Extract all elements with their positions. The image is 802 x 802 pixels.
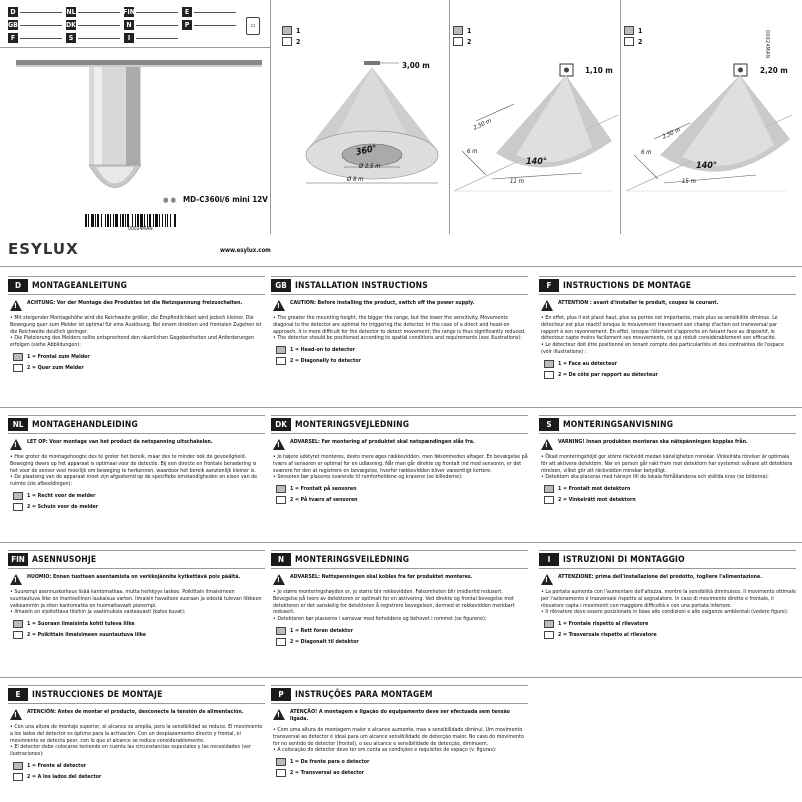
section-body	[8, 589, 265, 616]
legend-text: 1 = Recht voor de melder	[27, 492, 96, 499]
angle-label-mid: 140°	[526, 157, 547, 167]
section-nl	[8, 415, 265, 511]
warning-text: ADVARSEL: Nettspenningen skal kobles fra før produktet monteres.	[290, 574, 473, 580]
legend-swatch-2	[276, 769, 286, 777]
section-title: INSTRUCTIONS DE MONTAGE	[563, 280, 692, 291]
legend-swatch-1	[13, 492, 23, 500]
legend-swatch-2	[282, 37, 292, 46]
section-title: MONTAGEANLEITUNG	[32, 280, 128, 291]
warning-notice	[271, 574, 528, 585]
barcode-bar	[125, 214, 126, 227]
legend-item-1	[453, 26, 471, 35]
barcode-bar	[162, 214, 163, 227]
legend-text: 2 = Vinkelrätt mot detektorn	[558, 497, 636, 504]
legend-text: 1 = Frontale rispetto al rilevatore	[558, 621, 649, 628]
warning-text: HUOMIO: Ennen tuotteen asentamista on verkkojännite kytkettävä pois päältä.	[27, 574, 241, 580]
section-legend-2	[271, 357, 528, 365]
language-cell	[8, 20, 66, 30]
range-label-right: 15 m	[682, 178, 696, 185]
product-image	[8, 50, 270, 200]
section-fin	[8, 550, 265, 639]
section-d	[8, 276, 265, 372]
section-title: ISTRUZIONI DI MONTAGGIO	[563, 554, 685, 565]
section-paragraph: • El detector debe colocarse teniendo en cuenta las circunstancias especiales y las necesidades (ver ilustraciones):	[10, 744, 252, 758]
language-cell	[182, 33, 240, 43]
section-header	[8, 276, 265, 295]
section-language-code: D	[8, 279, 28, 292]
legend-label: 1	[638, 26, 643, 35]
warning-icon	[273, 574, 285, 585]
language-cell	[124, 20, 182, 30]
section-p	[271, 685, 528, 777]
barcode-bar	[85, 214, 87, 227]
barcode-bar	[97, 214, 99, 227]
legend-swatch-2	[544, 496, 554, 504]
angle-label-left: 360°	[355, 143, 378, 159]
legend-item-1	[282, 26, 300, 35]
legend-text: 1 = De frente para o detector	[290, 759, 370, 766]
distance-label-right: 2,20 m	[760, 66, 788, 75]
legend-swatch-2	[13, 503, 23, 511]
warning-text: LET OP: Voor montage van het product de netspanning uitschakelen.	[27, 439, 213, 445]
depth-label-right: 6 m	[641, 149, 652, 156]
section-title: MONTAGEHANDLEIDING	[32, 419, 138, 430]
language-code: NL	[66, 8, 76, 16]
language-code: S	[66, 33, 76, 43]
section-legend-1	[539, 485, 796, 493]
warning-icon	[10, 709, 22, 720]
section-legend-2	[8, 631, 265, 639]
section-body	[539, 315, 796, 356]
legend-text: 1 = Rett foran detektor	[290, 627, 353, 634]
section-legend-2	[8, 503, 265, 511]
warning-text: VARNING! Innan produkten monteras ska nätspänningen kopplas från.	[558, 439, 748, 445]
distance-label-left: 3,00 m	[402, 61, 430, 70]
warning-icon	[10, 439, 22, 450]
legend-text: 2 = Diagonalt til detektor	[290, 638, 359, 645]
legend-swatch-1	[13, 762, 23, 770]
barcode-bar	[88, 214, 89, 227]
warning-text: CAUTION: Before installing the product, switch off the power supply.	[290, 300, 475, 306]
language-cell	[124, 7, 182, 17]
legend-text: 1 = Frontal zum Melder	[27, 353, 90, 360]
section-header	[539, 415, 796, 434]
warning-icon	[273, 300, 285, 311]
section-paragraph: • Mit steigender Montagehöhe wird die Reichweite größer, die Empfindlichkeit wird jedoch kleiner. Die Bewegung quer zum Melder ist optimal für eine Auslösung. Bei einem direkten und frontalen Zugehen ist die Reichweite deutlich geringer.	[10, 315, 262, 335]
section-title: INSTRUÇÕES PARA MONTAGEM	[295, 689, 433, 700]
legend-text: 1 = Frontalt på sensoren	[290, 486, 357, 493]
section-divider	[0, 266, 802, 267]
section-language-code: P	[271, 688, 291, 701]
legend-label: 2	[296, 37, 301, 46]
section-legend-1	[8, 762, 265, 770]
language-code: E	[182, 7, 192, 17]
section-title: INSTALLATION INSTRUCTIONS	[295, 280, 428, 291]
warning-text: ADVARSEL: Før montering af produktet skal netspændingen slås fra.	[290, 439, 475, 445]
section-language-code: F	[539, 279, 559, 292]
language-cell	[66, 7, 124, 17]
barcode-bar	[165, 214, 166, 227]
legend-label: 2	[467, 37, 472, 46]
legend-swatch-1	[13, 620, 23, 628]
legend-text: 1 = Face au détecteur	[558, 360, 618, 367]
section-paragraph: • The greater the mounting height, the bigger the range, but the lower the sensitivity. Movements diagonal to the detector are optimal for triggering the detector. In the case of a direct and head-on approach, it is more difficult for the detector to detect movement; the range is thus significantly reduced.	[273, 315, 526, 335]
warning-notice	[539, 439, 796, 450]
barcode-bar	[105, 214, 106, 227]
language-row	[8, 33, 240, 43]
warning-text: ATENCIÓN: Antes de montar el producto, desconecte la tensión de alimentación.	[27, 709, 244, 715]
legend-text: 2 = Quer zum Melder	[27, 364, 84, 371]
language-code: I	[124, 33, 134, 43]
language-code: D	[8, 7, 18, 17]
warning-notice	[8, 439, 265, 450]
legend-text: 1 = Head-on to detector	[290, 347, 355, 354]
section-header	[271, 685, 528, 704]
warning-notice	[539, 300, 796, 311]
legend-text: 2 = Trasversale rispetto al rilevatore	[558, 632, 657, 639]
warning-icon	[10, 574, 22, 585]
legend-swatch-1	[544, 360, 554, 368]
legend-text: 1 = Frontalt mot detektorn	[558, 486, 631, 493]
section-legend-2	[8, 364, 265, 372]
section-legend-1	[271, 346, 528, 354]
outer-diameter-label: Ø 8 m	[347, 176, 364, 183]
legend-swatch-2	[13, 773, 23, 781]
section-dk	[271, 415, 528, 504]
legend-text: 2 = De côté par rapport au détecteur	[558, 371, 658, 378]
product-name: MD-C360i/6 mini 12V	[183, 195, 268, 204]
section-paragraph: • Detektoren bør plasseres i samsvar med forholdene og behovet i rommet (se figurene):	[273, 616, 487, 623]
section-body	[539, 589, 796, 616]
legend-text: 2 = På tværs af sensoren	[290, 497, 358, 504]
legend-swatch-2	[453, 37, 463, 46]
depth-label-mid: 6 m	[467, 148, 478, 155]
section-language-code: E	[8, 688, 28, 701]
section-paragraph: • Ilmaisin on sijoitettava tiloihin ja vaatimuksia vastaavasti (katso kuvat):	[10, 609, 186, 616]
language-cell	[66, 20, 124, 30]
legend-swatch-1	[453, 26, 463, 35]
legend-swatch-1	[13, 353, 23, 361]
section-header	[539, 276, 796, 295]
language-code: P	[182, 20, 192, 30]
diagram-wall-right	[624, 55, 794, 195]
legend-item-2	[282, 37, 300, 46]
section-body	[8, 315, 265, 349]
section-header	[8, 550, 265, 569]
section-language-code: GB	[271, 279, 291, 292]
language-underline	[194, 25, 236, 26]
section-paragraph: • De plaatsing van de apparaat moet zijn afgestemd op de specifieke omstandigheden en eisen van de ruimte (zie afbeeldingen):	[10, 474, 258, 488]
section-paragraph: • Jo større monteringshøyden er, jo større blir rekkevidden. Følsomheten blir imidlertid redusert. Bevegelse på tvers av detektoren er optimalt for en aktivering. Ved direkte og frontal bevegelse mot detektoren er det vanskelig for detektoren å registrere bevegelsen, dermed er rekkevidden merkbart redusert.	[273, 589, 515, 616]
section-legend-1	[8, 620, 265, 628]
warning-notice	[539, 574, 796, 585]
section-title: ASENNUSOHJE	[32, 554, 97, 565]
section-legend-2	[271, 496, 528, 504]
legend-text: 2 = A los lados del detector	[27, 773, 102, 780]
language-row	[8, 7, 240, 17]
warning-text: ATENÇÃO! A montagem e ligação do equipamento deve ser efectuada sem tensão ligada.	[290, 709, 510, 722]
warning-notice	[271, 439, 528, 450]
language-code: F	[8, 33, 18, 43]
section-title: MONTERINGSVEJLEDNING	[295, 419, 410, 430]
section-paragraph: • Il rilevatore deve essere posizionato in base alle condizioni e alle esigenze ambientali (vedere figure):	[541, 609, 789, 616]
section-f	[539, 276, 796, 379]
language-underline	[136, 38, 178, 39]
language-underline	[78, 25, 120, 26]
section-title: MONTERINGSANVISNING	[563, 419, 674, 430]
section-legend-2	[539, 496, 796, 504]
warning-icon	[541, 300, 553, 311]
brand-logo: ESYLUX	[8, 240, 79, 258]
section-e	[8, 685, 265, 781]
barcode-bar	[153, 214, 154, 227]
legend-swatch-2	[544, 371, 554, 379]
legend-text: 2 = Schuin voor de melder	[27, 503, 99, 510]
language-cell	[124, 33, 182, 43]
section-legend-2	[271, 638, 528, 646]
product-dots: ● ●	[163, 196, 176, 204]
legend-text: 2 = Poikittain ilmaisimeen suuntautuva liike	[27, 632, 147, 639]
section-legend-1	[8, 492, 265, 500]
language-underline	[136, 25, 178, 26]
language-cell	[8, 33, 66, 43]
barcode-bar	[170, 214, 171, 227]
section-paragraph: • Ökad monteringshöjd ger större räckvidd medan känsligheten minskar. Vinkelräta rörelser är optimala för att aktivera detektorn. När en person går rakt fram mot detektorn har systemet svårare att detektera rörelsen, vilket gör att räckvidden minskar betydligt.	[541, 454, 793, 474]
legend-swatch-2	[276, 638, 286, 646]
legend-swatch-1	[276, 627, 286, 635]
section-language-code: DK	[271, 418, 291, 431]
section-paragraph: • Hoe groter de montagehoogte des te groter het bereik, maar des te minder ook de gevoeligheid. Beweging dwars op het apparaat is optimaal voor de detectie. Bij een directe en frontale benadering is het voor de sensor veel moeilijk om beweging te herkennen, waardoor het bereik aanzienlijk kleiner is.	[10, 454, 257, 474]
warning-icon	[541, 439, 553, 450]
barcode-bar	[107, 214, 109, 227]
legend-swatch-1	[276, 485, 286, 493]
warning-icon	[541, 574, 553, 585]
barcode-bar	[120, 214, 121, 227]
warning-icon	[10, 300, 22, 311]
section-language-code: I	[539, 553, 559, 566]
legend-swatch-1	[544, 485, 554, 493]
section-header	[271, 550, 528, 569]
language-underline	[136, 12, 178, 13]
language-underline	[78, 38, 120, 39]
legend-item-2	[453, 37, 471, 46]
section-gb	[271, 276, 528, 365]
inner-diameter-label: Ø 2,5 m	[359, 163, 381, 170]
section-divider	[0, 542, 802, 543]
legend-swatch-1	[624, 26, 634, 35]
legend-swatch-2	[624, 37, 634, 46]
language-code: N	[124, 20, 134, 30]
barcode-bar	[155, 214, 158, 227]
section-divider	[0, 677, 802, 678]
section-language-code: FIN	[8, 553, 28, 566]
warning-icon	[273, 439, 285, 450]
section-body	[8, 454, 265, 488]
section-i	[539, 550, 796, 639]
section-legend-1	[539, 360, 796, 368]
warning-notice	[271, 709, 528, 723]
section-paragraph: • A colocação do detector deve ter em conta as condições e requisitos de espaço (v. figuras):	[273, 747, 497, 754]
brand-url: www.esylux.com	[220, 247, 271, 254]
barcode-bar	[91, 214, 94, 227]
section-body	[539, 454, 796, 481]
legend-label: 1	[296, 26, 301, 35]
barcode-bar	[159, 214, 160, 227]
legend-text: 1 = Suoraan ilmaisinta kohti tuleva liike	[27, 621, 135, 628]
legend-swatch-1	[544, 620, 554, 628]
section-n	[271, 550, 528, 646]
legend-swatch-2	[544, 631, 554, 639]
legend-item-2	[624, 37, 642, 46]
panel-small-icon: ▭	[246, 17, 260, 35]
language-cell	[182, 20, 240, 30]
legend-swatch-1	[282, 26, 292, 35]
section-paragraph: • Suurempi asennuskorkeus lisää kantomatkaa, mutta herkkyys laskee. Poikittain ilmaisimeen suuntautuva liike on ihanteellinen laukaisua varten. Ilmaisin havaitsee suoraan ja edestä tulevan liikkeen vaikeammin ja siten kantomatka on huomattavasti pienempi.	[10, 589, 262, 609]
warning-text: ACHTUNG: Vor der Montage des Produktes ist die Netzspannung freizuschalten.	[27, 300, 243, 306]
angle-label-right: 140°	[696, 161, 717, 171]
distance-label-mid: 1,10 m	[585, 66, 613, 75]
language-code: DK	[65, 21, 77, 29]
section-header	[8, 685, 265, 704]
language-cell	[182, 7, 240, 17]
language-underline	[194, 12, 236, 13]
warning-text: ATTENTION : avant d'installer le produit, coupez le courant.	[558, 300, 719, 306]
section-legend-2	[271, 769, 528, 777]
range-label-mid: 11 m	[510, 178, 524, 185]
width-label-right: 2,50 m	[661, 126, 682, 141]
section-legend-2	[539, 631, 796, 639]
language-underline	[20, 38, 62, 39]
section-paragraph: • The detector should be positioned according to spatial conditions and requirements (see illustrations):	[273, 335, 522, 342]
language-underline	[20, 12, 62, 13]
legend-text: 2 = Transversal ao detector	[290, 770, 365, 777]
legend-swatch-2	[276, 496, 286, 504]
legend-text: 1 = Frente al detector	[27, 762, 87, 769]
section-paragraph: • Die Platzierung des Melders sollte entsprechend den räumlichen Gegebenheiten und Anforderungen erfolgen (siehe Abbildungen):	[10, 335, 255, 349]
section-paragraph: • La portata aumenta con l'aumentare dell'altezza, mentre la sensibilità diminuisce. Il movimento ottimale per l'azionamento è trasversale rispetto al segnalatore. In caso di movimento diretto e frontale, il rilevatore capta i movimenti con maggiore difficoltà e con una portata inferiore.	[541, 589, 796, 609]
section-divider	[0, 407, 802, 408]
section-paragraph: • Sensoren bør placeres svarende til rumforholdene og kravene (se billederne):	[273, 474, 463, 481]
section-legend-1	[271, 485, 528, 493]
barcode-text: 00024MAN	[128, 226, 153, 232]
section-paragraph: • En effet, plus il est placé haut, plus sa portée est importante, mais plus sa sensibilité diminue. Le détecteur est plus réactif lorsque le mouvement traversant son champ d'action est transversal par rapport à son rayonnement. En effet, lorsque l'élément s'approche en faisant face au dispositif, le détecteur capte moins facilement ses mouvements, ce qui réduit considérablement son efficacité.	[541, 315, 778, 342]
legend-label: 2	[638, 37, 643, 46]
section-s	[539, 415, 796, 504]
section-legend-2	[539, 371, 796, 379]
barcode-bar	[167, 214, 168, 227]
language-underline	[78, 12, 120, 13]
side-document-code: 00024MAN	[764, 30, 770, 59]
legend-swatch-1	[276, 758, 286, 766]
section-paragraph: • Le détecteur doit être positionné en tenant compte des particularités et des contraintes de l'espace (voir illustrations) :	[541, 342, 784, 355]
section-header	[539, 550, 796, 569]
section-legend-1	[8, 353, 265, 361]
language-code: FIN	[123, 8, 135, 16]
warning-notice	[8, 300, 265, 311]
language-cell	[66, 33, 124, 43]
width-label-mid: 2,50 m	[472, 117, 493, 132]
section-legend-1	[271, 627, 528, 635]
warning-text: ATTENZIONE: prima dell'installazione del prodotto, togliere l'alimentazione.	[558, 574, 763, 580]
warning-notice	[271, 300, 528, 311]
section-language-code: NL	[8, 418, 28, 431]
section-legend-2	[8, 773, 265, 781]
section-paragraph: • Com uma altura de montagem maior o alcance aumenta, mas a sensibilidade diminui. Um movimento transversal ao detector é ideal para um alcance sensibilidade de detecção maior. No caso do movimento for no sentido do detector (frontal), o seu alcance e sensibilidade de detecção, diminuem.	[273, 727, 524, 747]
warning-icon	[273, 709, 285, 720]
legend-swatch-2	[13, 631, 23, 639]
language-cell	[8, 7, 66, 17]
section-body	[8, 724, 265, 758]
section-paragraph: • Jo højere udstyret monteres, desto mere øges rækkevidden, men følsomheden aftager. En bevægelse på tværs af sensoren er optimal for en udløsning. Når man går direkte og frontalt ind mod sensoren, er det sværere for den at registrere en bevægelse, hvorfor rækkevidden bliver væsentligt kortere.	[273, 454, 528, 474]
section-header	[8, 415, 265, 434]
section-header	[271, 415, 528, 434]
warning-notice	[8, 709, 265, 720]
section-title: INSTRUCCIONES DE MONTAJE	[32, 689, 163, 700]
legend-swatch-2	[13, 364, 23, 372]
section-language-code: S	[539, 418, 559, 431]
section-body	[271, 589, 528, 623]
section-paragraph: • Detektorn ska placeras med hänsyn till de lokala förhållandena och ställda krav (se bilderna):	[541, 474, 769, 481]
section-language-code: N	[271, 553, 291, 566]
warning-notice	[8, 574, 265, 585]
section-body	[271, 315, 528, 342]
barcode-bar	[174, 214, 176, 227]
barcode-bar	[110, 214, 111, 227]
section-legend-1	[539, 620, 796, 628]
barcode-bar	[115, 214, 118, 227]
section-body	[271, 727, 528, 754]
language-row	[8, 20, 240, 30]
section-title: MONTERINGSVEILEDNING	[295, 554, 410, 565]
barcode-bar	[122, 214, 124, 227]
section-header	[271, 276, 528, 295]
legend-text: 2 = Diagonally to detector	[290, 358, 361, 365]
barcode-bar	[101, 214, 102, 227]
legend-item-1	[624, 26, 642, 35]
barcode-bar	[95, 214, 96, 227]
section-legend-1	[271, 758, 528, 766]
section-paragraph: • Con una altura de montaje superior, el alcance se amplía, pero la sensibilidad se reduce. El movimiento a los lados del detector es óptimo para la activación. Con un desplazamiento directo y frontal, el movimiento se detecta peor, con lo que el alcance se reduce considerablemente.	[10, 724, 263, 744]
barcode-bar	[113, 214, 114, 227]
legend-label: 1	[467, 26, 472, 35]
section-body	[271, 454, 528, 481]
legend-swatch-2	[276, 357, 286, 365]
language-underline	[20, 25, 62, 26]
legend-swatch-1	[276, 346, 286, 354]
language-code: GB	[8, 21, 18, 29]
